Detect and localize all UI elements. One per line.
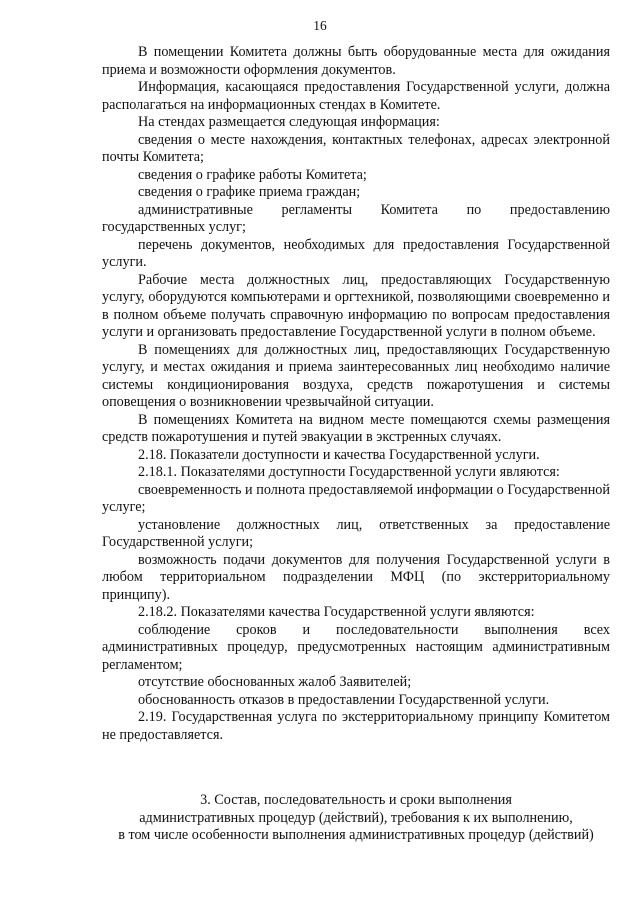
- paragraph: Рабочие места должностных лиц, предоставляющих Государственную услугу, оборудуются компьютерами и оргтехникой, позволяющими своевременно и в полном объеме получать справочную информацию по вопросам предоставления услуги и организовать предоставление Государственной услуги в полном объеме.: [102, 271, 610, 340]
- list-item: соблюдение сроков и последовательности выполнения всех административных процедур, предусмотренных настоящим административным регламентом;: [102, 621, 610, 673]
- paragraph: На стендах размещается следующая информация:: [138, 114, 440, 130]
- list-item: обоснованность отказов в предоставлении Государственной услуги.: [138, 691, 550, 708]
- list-item: перечень документов, необходимых для предоставления Государственной услуги.: [102, 236, 610, 270]
- paragraph: В помещениях для должностных лиц, предоставляющих Государственную услугу, и местах ожидания и приема заинтересованных лиц необходимо наличие системы кондиционирования воздуха, средств пожаротушения и системы оповещения о возникновении чрезвычайной ситуации.: [102, 341, 610, 410]
- section-title-line: 3. Состав, последовательность и сроки выполнения: [200, 792, 512, 808]
- list-item: административные регламенты Комитета по предоставлению государственных услуг;: [102, 201, 610, 235]
- section-title-line: в том числе особенности выполнения административных процедур (действий): [118, 827, 594, 843]
- clause-heading: 2.18.1. Показателями доступности Государственной услуги являются:: [138, 464, 560, 480]
- paragraph: В помещении Комитета должны быть оборудованные места для ожидания приема и возможности оформления документов.: [102, 44, 610, 78]
- document-body: [102, 44, 610, 744]
- list-item: возможность подачи документов для получения Государственной услуги в любом территориальном подразделении МФЦ (по экстерриториальному принципу).: [102, 551, 610, 603]
- list-item: установление должностных лиц, ответственных за предоставление Государственной услуги;: [102, 516, 610, 550]
- list-item: своевременность и полнота предоставляемой информации о Государственной услуге;: [102, 481, 610, 515]
- list-item: сведения о графике приема граждан;: [138, 184, 361, 200]
- section-title-line: административных процедур (действий), требования к их выполнению,: [139, 809, 573, 826]
- list-item: сведения о графике работы Комитета;: [138, 166, 367, 183]
- clause-heading: 2.19. Государственная услуга по экстерриториальному принципу Комитетом не предоставляется.: [102, 709, 610, 743]
- clause-heading: 2.18.2. Показателями качества Государственной услуги являются:: [138, 604, 535, 620]
- clause-heading: 2.18. Показатели доступности и качества Государственной услуги.: [138, 446, 540, 463]
- paragraph: Информация, касающаяся предоставления Государственной услуги, должна располагаться на информационных стендах в Комитете.: [102, 79, 610, 113]
- paragraph: В помещениях Комитета на видном месте помещаются схемы размещения средств пожаротушения и путей эвакуации в экстренных случаях.: [102, 411, 610, 445]
- list-item: отсутствие обоснованных жалоб Заявителей;: [138, 674, 412, 690]
- section-title: [96, 792, 616, 845]
- list-item: сведения о месте нахождения, контактных телефонах, адресах электронной почты Комитета;: [102, 131, 610, 165]
- page-number: 16: [313, 18, 327, 33]
